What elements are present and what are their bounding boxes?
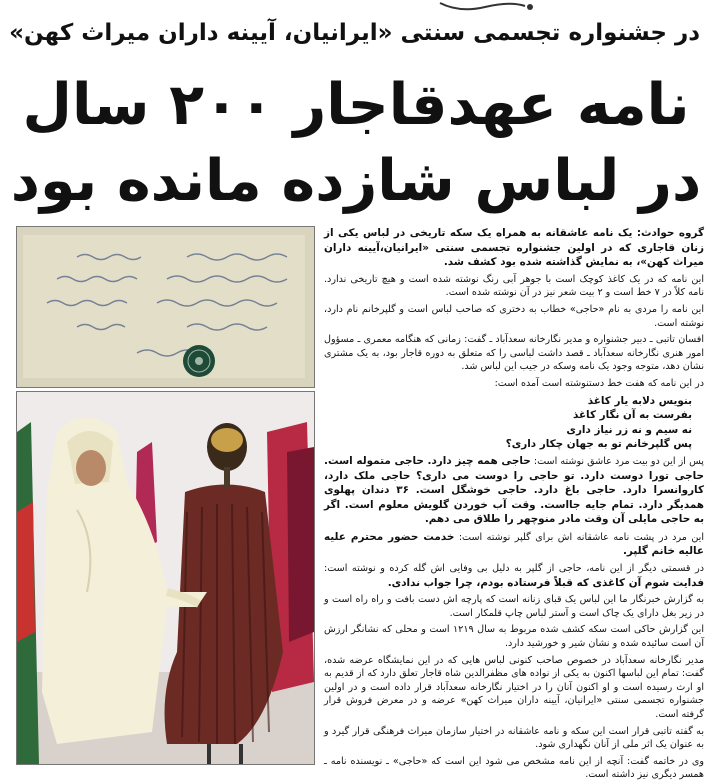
kicker-headline: در جشنواره تجسمی سنتی «ایرانیان، آیینه داران میراث کهن» bbox=[9, 20, 700, 46]
paragraph-intro: این مرد در پشت نامه عاشقانه اش برای گلپر نوشته است: bbox=[454, 531, 704, 543]
paragraph-intro: پس از این دو بیت مرد عاشق نوشته است: bbox=[530, 455, 704, 467]
masthead-logo-fragment bbox=[430, 0, 550, 14]
paragraph bbox=[324, 562, 704, 590]
paragraph: به گفته تاتبی قرار است این سکه و نامه عاشقانه در اختیار سازمان میراث فرهنگی قرار گیرد و به عنوان یک اثر ملی از آنان نگهداری شود. bbox=[324, 725, 704, 751]
article-body bbox=[324, 226, 704, 781]
paragraph bbox=[324, 454, 704, 527]
letter-quote: خدمت حضور محترم علیه عالیه خانم گلپر. bbox=[324, 530, 704, 558]
poem-line: بفرست به آن نگار کاغذ bbox=[572, 409, 692, 422]
poem bbox=[324, 394, 692, 452]
main-headline-line-1: نامه عهدقاجار ۲۰۰ سال bbox=[22, 72, 690, 138]
paragraph: افسان تاتبی ـ دبیر جشنواره و مدیر نگارخانه سعدآباد ـ گفت: زمانی که هنگامه معمری ـ مسؤول امور هنری نگارخانه سعدآباد ـ قصد داشت لباسی را که متعلق به دوره قاجار بود، به یک مشتری نشان دهد، متوجه وجود یک نامه وسکه در جیب این لباس شد. bbox=[324, 334, 704, 373]
paragraph: وی در خاتمه گفت: آنچه از این نامه مشخص می شود این است که «حاجی» ـ نویسنده نامه ـ همسر دیگری نیز داشته است. bbox=[324, 755, 704, 781]
letter-photo bbox=[16, 226, 315, 388]
paragraph: این نامه را مردی به نام «حاجی» خطاب به دختری که صاحب لباس است و گلپرخانم نام دارد، نوشته است. bbox=[324, 303, 704, 329]
poem-line: پس گلپرخانم تو به جهان چکار داری؟ bbox=[505, 438, 692, 451]
paragraph: در این نامه که هفت خط دستنوشته است آمده است: bbox=[494, 377, 704, 389]
paragraph: این گزارش حاکی است سکه کشف شده مربوط به سال ۱۲۱۹ است و محلی که نشانگر ارزش آن است سائیده شده و نشان شیر و خورشید دارد. bbox=[324, 624, 704, 650]
paragraph: به گزارش خبرنگار ما این لباس یک قبای زنانه است که پارچه اش دست بافت و راه راه است و در زیر بغل دارای یک چاک است و آستر لباس چاپ قلمکار است. bbox=[324, 594, 704, 619]
paragraph: مدیر نگارخانه سعدآباد در خصوص صاحب کنونی لباس هایی که در این نمایشگاه عرضه شده، گفت: تمام این لباسها اکنون به یکی از نواده های مظفرالدین شاه قاجار تعلق دارد که از قدیم به او ارث رسیده است و او اکنون آنان را در اختیار نگارخانه سعدآباد قرار داده است و در اولین جشنواره تجسمی سنتی «ایرانیان، آیینه داران میراث کهن» عرضه و در معرض فروش قرار گرفته است. bbox=[324, 654, 704, 720]
paragraph bbox=[324, 530, 704, 559]
paragraph-intro: در قسمتی دیگر از این نامه، حاجی از گلپر به دلیل بی وفایی اش گله کرده و نوشته است: bbox=[324, 563, 704, 575]
article-lead: گروه حوادث: یک نامه عاشقانه به همراه یک سکه تاریخی در لباس یکی از زنان قاجاری که در اولین جشنواره تجسمی سنتی «ایرانیان،آیینه داران میراث کهن»، به نمایش گذاشته شده بود کشف شد. bbox=[324, 227, 704, 269]
main-headline-line-2: در لباس شازده مانده بود bbox=[10, 148, 702, 214]
paragraph: این نامه که در یک کاغذ کوچک است با جوهر آبی رنگ نوشته شده است و هیچ تاریخی ندارد. نامه کلاً در ۷ خط است و ۲ بیت شعر نیز در آن نوشته شده است. bbox=[324, 273, 704, 299]
poem-line: نه سیم و نه زر نیاز داری bbox=[566, 423, 692, 436]
exhibition-photo bbox=[16, 391, 315, 765]
letter-quote: فدایت شوم آن کاغذی که قبلاً فرستاده بودم، چرا جواب ندادی. bbox=[387, 576, 704, 589]
letter-quote: حاجی همه چیز دارد. حاجی متموله است. حاجی تورا دوست دارد. تو حاجی را دوست می داری؟ حاجی ملک دارد، کاروانسرا دارد. حاجی باغ دارد. حاجی خوشگل است. ۳۶ دندان پهلوی همدیگر دارد. تمام جایه جااست. وقت آب خوردن گلویش معلوم است. اگر به حاجی مایلی آن وقت مادر منوچهر را طلاق می دهم. bbox=[324, 454, 704, 526]
poem-line: بنویس دلابه یار کاغذ bbox=[587, 394, 692, 407]
